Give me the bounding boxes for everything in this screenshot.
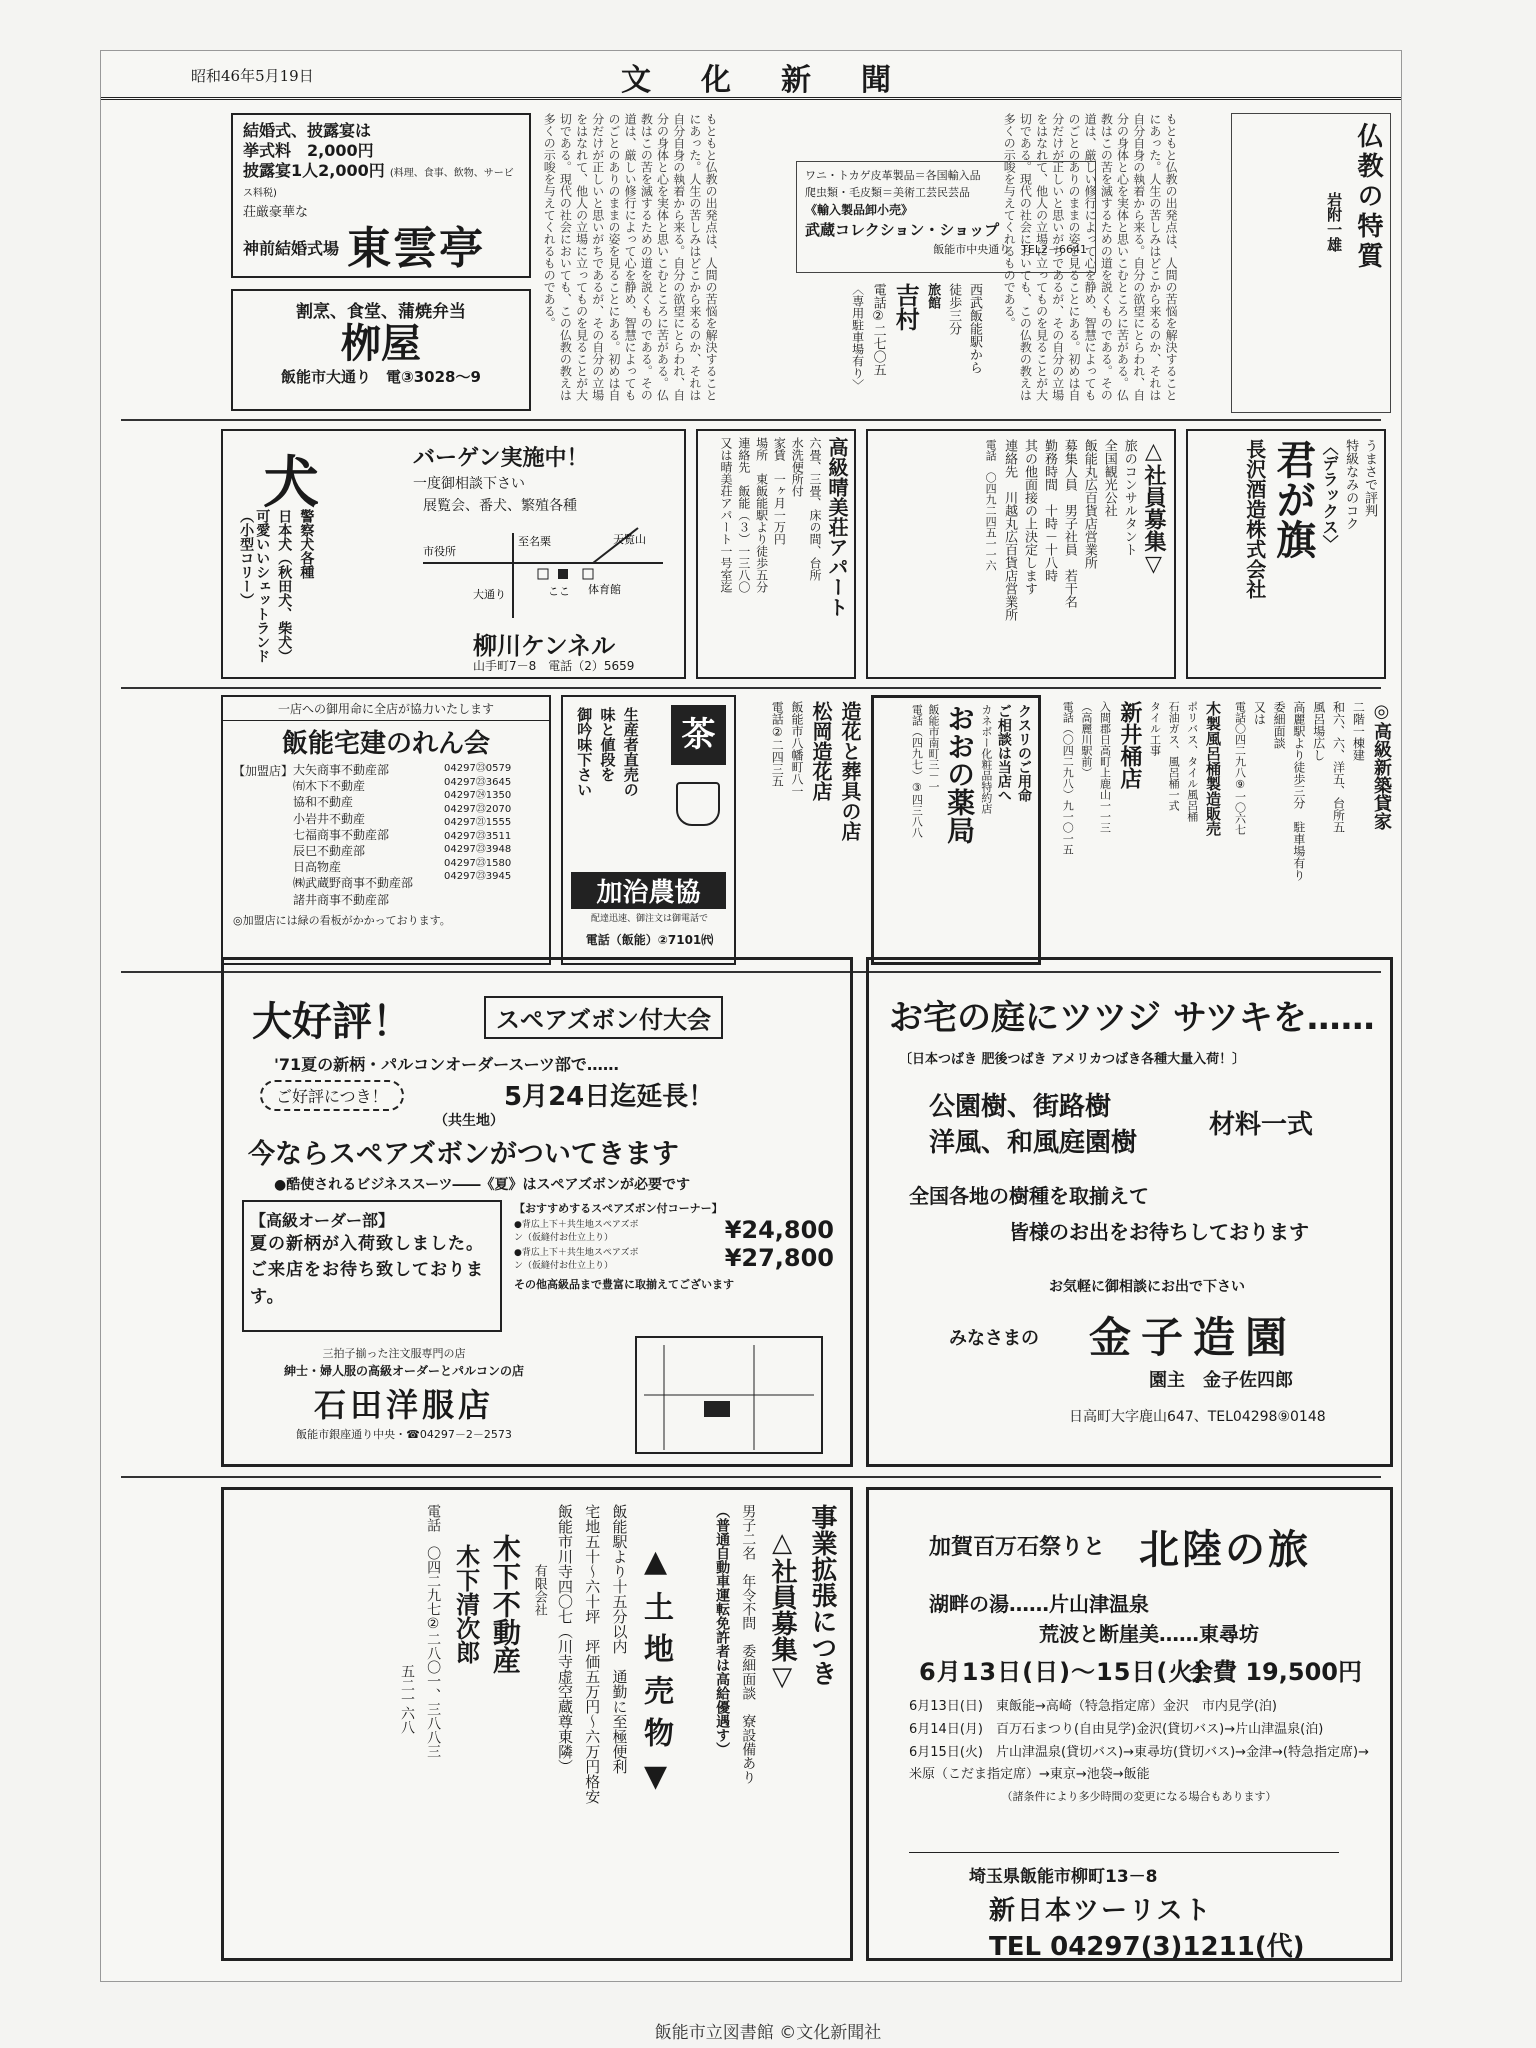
recruit-line: 其の他面接の上決定します bbox=[1022, 439, 1038, 595]
realtor-tel: 04297㉓3945 bbox=[444, 871, 512, 882]
bath-line: 石油ガス、風呂桶一式 bbox=[1167, 701, 1181, 811]
ryokan-type: 旅館 bbox=[925, 283, 941, 309]
sake-grade: 〈デラックス〉 bbox=[1320, 439, 1340, 551]
land-line: 宅地五十～六十坪 坪価五万円～六万円格安 bbox=[583, 1504, 602, 1804]
wedding-hall-type: 神前結婚式場 bbox=[243, 238, 340, 258]
bath-tel: 電話（〇四二九八）九一〇一五 bbox=[1061, 701, 1075, 855]
apartment-rent: 家賃 一ヶ月一万円 bbox=[772, 437, 787, 545]
land-person: 木下清次郎 bbox=[451, 1544, 480, 1664]
land-company: 木下不動産 bbox=[488, 1534, 522, 1674]
travel-agency: 新日本ツーリスト bbox=[989, 1896, 1213, 1926]
garden-headline: お宅の庭にツツジ サツキを…… bbox=[889, 998, 1375, 1038]
map-label: 大通り bbox=[473, 588, 506, 601]
realtors-note: ◎加盟店には緑の看板がかかっております。 bbox=[233, 913, 451, 927]
land-recruit-note: （普通自動車運転免許者は高給優遇す） bbox=[714, 1504, 731, 1756]
apartment-ad bbox=[696, 429, 856, 679]
apartment-contact: 連絡先 飯能（３）一三八〇 bbox=[736, 437, 751, 593]
tailor-order-box bbox=[242, 1200, 502, 1332]
recruit-head: △社員募集▽ bbox=[1141, 439, 1166, 577]
travel-headline: 加賀百万石祭りと bbox=[929, 1535, 1106, 1560]
tailor-price-label: ●背広上下＋共生地スペアズボン（仮縫付お仕立上り） bbox=[514, 1220, 639, 1243]
recruit-tel: 電話 〇四九二四五一一六 bbox=[984, 439, 998, 571]
tailor-ad bbox=[221, 957, 853, 1467]
realtor-member: 日高物産 bbox=[293, 860, 342, 875]
tailor-order-text: 夏の新柄が入荷致しました。ご来店をお待ち致しております。 bbox=[250, 1234, 484, 1307]
kennel-breeds bbox=[238, 509, 314, 674]
tailor-prices bbox=[514, 1200, 834, 1292]
land-tel: 電話 〇四二九七②二八〇一、三八八三 bbox=[425, 1504, 442, 1758]
tailor-line: その他高級品まで豊富に取揃えてございます bbox=[514, 1278, 734, 1291]
sake-line: うまさで評判 bbox=[1362, 439, 1377, 517]
realtors-top: 一店への御用命に全店が協力いたします bbox=[223, 697, 549, 721]
travel-day: 6月14日(月) 百万石まつり(自由見学)金沢(貸切バス)→片山津温泉(泊) bbox=[909, 1721, 1324, 1737]
realtor-member: 辰巳不動産部 bbox=[293, 843, 366, 858]
land-head: ▲土地売物▼ bbox=[638, 1544, 674, 1806]
map-label: 市役所 bbox=[423, 545, 456, 558]
land-recruit-line: 男子二名 年令不問 委細面談 寮設備あり bbox=[740, 1504, 757, 1784]
recruit-line: 全国観光公社 bbox=[1101, 439, 1117, 517]
pharmacy-address: 飯能市南町三－一 bbox=[926, 704, 940, 792]
garden-address: 日高町大字鹿山647、TEL04298⑨0148 bbox=[1069, 1409, 1326, 1425]
garden-owner: 園主 金子佐四郎 bbox=[1149, 1370, 1293, 1391]
realtor-tel: 04297㉔1350 bbox=[444, 790, 512, 801]
tailor-line: 紳士・婦人服の高級オーダーとパルコンの店 bbox=[283, 1364, 524, 1378]
land-address: 飯能市川寺四〇七（川寺虚空蔵尊東隣） bbox=[556, 1504, 575, 1774]
garden-line: 〔日本つばき 肥後つばき アメリカつばき各種大量入荷！〕 bbox=[899, 1052, 1246, 1067]
pharmacy-line: カネボー化粧品特約店 bbox=[979, 704, 993, 814]
recruit-line: 旅のコンサルタント bbox=[1121, 439, 1137, 556]
tailor-corner: 【おすすめするスペアズボン付コーナー】 bbox=[514, 1202, 723, 1215]
rental-line: 委細面談 bbox=[1272, 701, 1287, 749]
realtor-member: 協和不動産 bbox=[293, 795, 354, 810]
apartment-name: 高級晴美荘アパート bbox=[825, 437, 849, 617]
divider bbox=[121, 419, 1381, 421]
tailor-price: ¥24,800 bbox=[724, 1216, 834, 1244]
rental-line: 風呂場広し bbox=[1311, 701, 1326, 761]
kennel-breed: 日本犬（秋田犬、柴犬） bbox=[276, 509, 293, 663]
realtor-member: ㈲木下不動産 bbox=[293, 779, 366, 794]
garden-name: 金子造園 bbox=[1089, 1313, 1298, 1362]
tea-note: 配達迅速、御注文は御電話で bbox=[590, 914, 708, 924]
tailor-badge: ご好評につき！ bbox=[260, 1080, 404, 1111]
realtor-tel: 04297㉓3511 bbox=[444, 830, 512, 842]
bath-line: 木製風呂桶製造販売 bbox=[1204, 701, 1222, 836]
filler-text-right bbox=[1001, 113, 1221, 408]
tailor-price-label: ●背広上下＋共生地スペアズボン（仮縫付お仕立上り） bbox=[514, 1248, 639, 1271]
tailor-line: '71夏の新柄・パルコンオーダースーツ部で…… bbox=[274, 1055, 619, 1074]
realtors-ad bbox=[221, 695, 551, 965]
tea-name: 加治農協 bbox=[571, 872, 726, 909]
tea-cup-icon bbox=[676, 782, 720, 826]
bath-ad bbox=[1056, 701, 1221, 961]
kennel-address: 山手町7－8 電話（2）5659 bbox=[473, 659, 635, 673]
tailor-extension: 5月24日迄延長！ bbox=[504, 1082, 715, 1112]
realtor-member: ㈱武蔵野商事不動産部 bbox=[293, 876, 414, 891]
filler-text-2: もともと仏教の出発点は、人間の苦悩を解決することにあった。人生の苦しみはどこから来るのか、それは自分自身の執着から来る。自分の欲望にとらわれ、自分の身体と心を実体と思いこむところに苦がある。仏教はこの苦を滅するための道を説くものである。その道は、厳しい修行によって心を静め、智慧によってものごとのありのままの姿を見ることにある。初めは自分だけが正しいと思いがちであるが、その自分の立場をはなれて、他人の立場に立ってものを見ることが大切である。現代の社会においても、この仏教の教えは多くの示唆を与えてくれるものである。 bbox=[1002, 113, 1179, 401]
land-line: 飯能駅より十五分以内 通勤に至極便利 bbox=[610, 1504, 629, 1774]
realtor-tel: 04297㉑1555 bbox=[444, 817, 512, 828]
tea-line: 御吟味下さい bbox=[575, 707, 594, 797]
restaurant-ad bbox=[231, 289, 531, 411]
tailor-headline: 大好評！ bbox=[252, 999, 412, 1045]
land-recruit-head: 事業拡張につき bbox=[807, 1504, 837, 1686]
rental-line: 又は bbox=[1252, 701, 1267, 725]
tailor-price: ¥27,800 bbox=[724, 1244, 834, 1272]
bath-name: 新井桶店 bbox=[1116, 701, 1142, 789]
tailor-line: 三拍子揃った注文服専門の店 bbox=[322, 1347, 466, 1360]
pharmacy-name: おおの薬局 bbox=[943, 704, 977, 844]
column-box bbox=[1231, 113, 1391, 413]
ryokan-name: 吉村 bbox=[891, 283, 920, 331]
musashi-line2: 爬虫類・毛皮類＝美術工芸民芸品 bbox=[805, 185, 970, 199]
divider bbox=[121, 687, 1381, 689]
recruit-line: 飯能丸広百貨店営業所 bbox=[1081, 439, 1097, 569]
travel-address: 埼玉県飯能市柳町13－8 bbox=[969, 1867, 1158, 1887]
map-label: 天覧山 bbox=[613, 533, 646, 546]
realtor-member: 大矢商事不動産部 bbox=[293, 763, 390, 777]
issue-date: 昭和46年5月19日 bbox=[191, 67, 314, 85]
realtor-tel: 04297㉓3645 bbox=[444, 776, 512, 788]
travel-tel: TEL 04297(3)1211(代) bbox=[989, 1932, 1305, 1961]
land-ad bbox=[221, 1487, 853, 1961]
flowers-ad bbox=[751, 701, 861, 961]
tea-mark: 茶 bbox=[671, 705, 726, 765]
wedding-ad bbox=[231, 113, 531, 278]
flowers-line: 造花と葬具の店 bbox=[838, 701, 862, 841]
recruit-line: 勤務時間 十時－十八時 bbox=[1041, 439, 1057, 582]
kennel-shop: 柳川ケンネル bbox=[473, 632, 616, 660]
flowers-address: 飯能市八幡町八一 bbox=[790, 701, 804, 797]
paper-name: 文 化 新 聞 bbox=[621, 63, 901, 98]
travel-dates: 6月13日(日)～15日(火) bbox=[919, 1658, 1206, 1686]
tea-ad bbox=[561, 695, 736, 965]
musashi-name: 武蔵コレクション・ショップ bbox=[805, 221, 1000, 239]
tailor-note: （共生地） bbox=[434, 1113, 504, 1129]
garden-ad bbox=[866, 957, 1393, 1467]
rental-title: ◎高級新築貸家 bbox=[1371, 701, 1392, 830]
pharmacy-line: ご相談は当店へ bbox=[995, 704, 1012, 802]
pharmacy-line: クスリのご用命 bbox=[1016, 704, 1032, 802]
wedding-reception-fee: 披露宴1人2,000円 bbox=[243, 161, 385, 180]
newspaper-page bbox=[100, 50, 1402, 1982]
restaurant-name: 栁屋 bbox=[341, 320, 421, 367]
bath-address: 入間郡日高町上鹿山一一三 bbox=[1098, 701, 1112, 833]
map-label: ここ bbox=[548, 585, 570, 598]
ryokan-parking: 〈専用駐車場有り〉 bbox=[850, 283, 865, 391]
travel-line: 荒波と断崖美……東尋坊 bbox=[1039, 1622, 1259, 1646]
garden-trees: 洋風、和風庭園樹 bbox=[929, 1128, 1138, 1158]
travel-line: 湖畔の湯……片山津温泉 bbox=[929, 1592, 1149, 1616]
ryokan-walk: 徒歩三分 bbox=[946, 283, 962, 335]
sake-maker: 長沢酒造株式会社 bbox=[1242, 439, 1267, 599]
realtors-title: 飯能宅建のれん会 bbox=[281, 729, 490, 759]
tea-tel: 電話（飯能）②7101㈹ bbox=[585, 933, 714, 947]
realtor-member: 小岩井不動産 bbox=[293, 811, 366, 826]
recruit-line: 連絡先 川越丸広百貨店営業所 bbox=[1002, 439, 1018, 621]
land-tel2: 五二一六八 bbox=[398, 1664, 415, 1734]
garden-line: 全国各地の樹種を取揃えて bbox=[909, 1184, 1149, 1208]
map-label: 体育館 bbox=[588, 583, 621, 596]
apartment-rooms: 六畳、三畳、床の間、台所 bbox=[808, 437, 822, 581]
flowers-tel: 電話②二四三五 bbox=[770, 701, 785, 787]
divider bbox=[121, 1476, 1381, 1478]
ryokan-tel: 電話②二七〇五 bbox=[870, 283, 886, 376]
kennel-ad bbox=[221, 429, 686, 679]
land-company-type: 有限会社 bbox=[531, 1564, 547, 1616]
masthead bbox=[101, 51, 1401, 100]
land-recruit-title: △社員募集▽ bbox=[767, 1528, 798, 1692]
bath-line: ポリバス、タイル風呂桶 bbox=[1185, 701, 1199, 822]
realtors-tels bbox=[444, 762, 539, 908]
realtor-tel: 04297㉓1580 bbox=[444, 857, 512, 869]
travel-ad bbox=[866, 1487, 1393, 1961]
sake-line: 特級なみのコク bbox=[1343, 439, 1359, 530]
travel-title: 北陸の旅 bbox=[1139, 1527, 1311, 1573]
kennel-map bbox=[413, 523, 673, 623]
footer-credit: 飯能市立図書館 ©文化新聞社 bbox=[654, 2023, 882, 2043]
wedding-hall-name: 東雲亭 bbox=[347, 223, 486, 275]
tea-copy bbox=[575, 707, 639, 847]
bath-line: タイル工事 bbox=[1148, 701, 1162, 756]
kennel-sub1: 一度御相談下さい bbox=[413, 476, 525, 492]
garden-pre: みなさまの bbox=[949, 1328, 1039, 1349]
sake-ad bbox=[1186, 429, 1386, 679]
kennel-title: 犬 bbox=[263, 451, 319, 516]
column-title: 仏教の特質 bbox=[1353, 122, 1383, 272]
apartment-place: 場所 東飯能駅より徒歩五分 bbox=[754, 437, 769, 593]
musashi-address: 飯能市中央通り TEL2－6641 bbox=[933, 242, 1087, 256]
restaurant-address: 飯能市大通り 電③3028～9 bbox=[281, 368, 481, 386]
rental-ad bbox=[1231, 701, 1391, 961]
realtor-tel: 04297㉓0579 bbox=[444, 763, 512, 774]
realtor-tel: 04297㉓3948 bbox=[444, 844, 512, 855]
ryokan-ad bbox=[801, 283, 981, 408]
garden-line: 皆様のお出をお待ちしております bbox=[1009, 1220, 1309, 1244]
tailor-address: 飯能市銀座通り中央・☎04297－2－2573 bbox=[296, 1428, 512, 1441]
pharmacy-ad bbox=[871, 695, 1041, 965]
bath-note: （高麗川駅前） bbox=[1079, 701, 1093, 778]
apartment-extra: 水洗便所付 bbox=[790, 437, 805, 497]
garden-materials: 材料一式 bbox=[1209, 1110, 1314, 1140]
kennel-sub2: 展覧会、番犬、繁殖各種 bbox=[423, 498, 577, 514]
rental-line: 和六、六、洋五、台所五 bbox=[1331, 701, 1346, 833]
tailor-offer: 今ならスペアズボンがついてきます bbox=[248, 1139, 679, 1170]
travel-day: 6月13日(日) 東飯能→高崎（特急指定席）金沢 市内見学(泊) bbox=[909, 1699, 1277, 1714]
tea-line: 生産者直売の bbox=[621, 707, 640, 797]
flowers-name: 松岡造花店 bbox=[809, 701, 833, 801]
realtor-member: 諸井商事不動産部 bbox=[293, 892, 390, 907]
realtor-member: 七福商事不動産部 bbox=[293, 827, 390, 842]
wedding-line: 結婚式、披露宴は bbox=[243, 121, 372, 140]
wedding-tagline: 荘厳豪華な bbox=[243, 205, 309, 220]
rental-tel: 電話〇四二九八⑨一〇六七 bbox=[1233, 701, 1247, 835]
tailor-shop: 石田洋服店 bbox=[313, 1386, 494, 1424]
realtors-list bbox=[293, 762, 444, 908]
kennel-breed: 可愛いいシェットランド（小型コリー） bbox=[238, 509, 271, 663]
tailor-event: スペアズボン付大会 bbox=[484, 996, 723, 1039]
garden-trees: 公園樹、街路樹 bbox=[929, 1092, 1112, 1122]
tailor-order-head: 【高級オーダー部】 bbox=[250, 1211, 395, 1230]
recruit-ad bbox=[866, 429, 1176, 679]
tea-line: 味と値段を bbox=[598, 707, 617, 782]
kennel-headline: バーゲン実施中！ bbox=[413, 446, 589, 471]
sake-brand: 君が旗 bbox=[1269, 439, 1317, 559]
filler-text: もともと仏教の出発点は、人間の苦悩を解決することにあった。人生の苦しみはどこから来るのか、それは自分自身の執着から来る。自分の欲望にとらわれ、自分の身体と心を実体と思いこむところに苦がある。仏教はこの苦を滅するための道を説くものである。その道は、厳しい修行によって心を静め、智慧によってものごとのありのままの姿を見ることにある。初めは自分だけが正しいと思いがちであるが、その自分の立場をはなれて、他人の立場に立ってものを見ることが大切である。現代の社会においても、この仏教の教えは多くの示唆を与えてくれるものである。 bbox=[542, 113, 719, 401]
rental-line: 二階一棟建 bbox=[1351, 701, 1366, 761]
garden-line: お気軽に御相談にお出で下さい bbox=[1049, 1279, 1245, 1295]
restaurant-tagline: 割烹、食堂、蒲焼弁当 bbox=[296, 302, 466, 322]
wedding-note: (料理、食事、飲物、サービス料税) bbox=[243, 168, 514, 199]
wedding-fee: 挙式料 2,000円 bbox=[243, 141, 374, 160]
travel-day: 6月15日(火) 片山津温泉(貸切バス)→東尋坊(貸切バス)→金津→(特急指定席)→米原（こだま指定席）→東京→池袋→飯能 bbox=[909, 1744, 1369, 1783]
kennel-breed: 警察犬各種 bbox=[298, 509, 315, 579]
ryokan-access: 西武飯能駅から bbox=[967, 283, 982, 374]
tailor-line: ●酷使されるビジネススーツ――《夏》はスペアズボンが必要です bbox=[274, 1177, 690, 1193]
travel-fee: 会費 19,500円 bbox=[1189, 1658, 1362, 1686]
travel-note: （諸条件により多少時間の変更になる場合もあります） bbox=[1001, 1790, 1277, 1803]
travel-itinerary bbox=[909, 1696, 1369, 1806]
apartment-alt: 又は晴美荘アパート一号室迄 bbox=[719, 437, 734, 593]
realtor-tel: 04297㉓2070 bbox=[444, 803, 512, 815]
tailor-map bbox=[634, 1335, 824, 1455]
rental-line: 高麗駅より徒歩三分 駐車場有り bbox=[1291, 701, 1306, 881]
column-author: 岩附一雄 bbox=[1325, 192, 1344, 252]
musashi-line1: ワニ・トカゲ皮革製品＝各国輸入品 bbox=[805, 169, 981, 182]
recruit-line: 募集人員 男子社員 若干名 bbox=[1061, 439, 1077, 608]
filler-text-left bbox=[541, 113, 791, 408]
map-label: 至名栗 bbox=[518, 535, 551, 548]
musashi-line3: 《輸入製品卸小売》 bbox=[805, 203, 914, 217]
pharmacy-tel: 電話（四九七）③四三八八 bbox=[910, 704, 924, 838]
realtors-label: 【加盟店】 bbox=[233, 764, 294, 778]
